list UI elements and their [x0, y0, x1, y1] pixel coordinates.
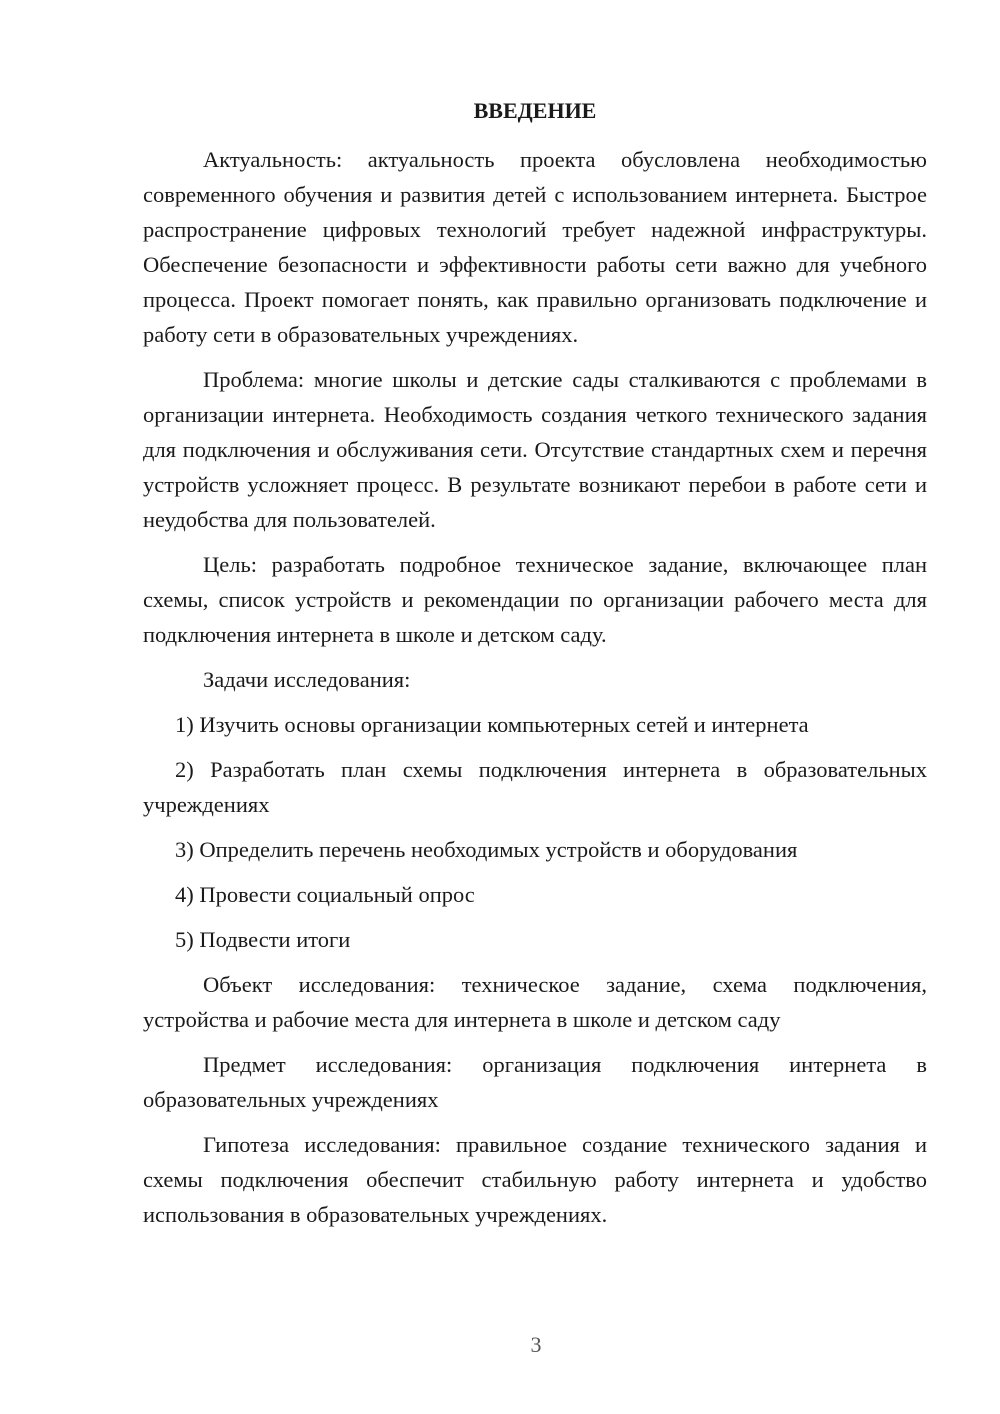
page-content [143, 96, 927, 1242]
hypothesis-paragraph: Гипотеза исследования: правильное создание технического задания и схемы подключения обеспечит стабильную работу интернета и удобство использования в образовательных учреждениях. [143, 1132, 927, 1227]
relevance-paragraph: Актуальность: актуальность проекта обусловлена необходимостью современного обучения и развития детей с использованием интернета. Быстрое распространение цифровых технологий требует надежной инфраструктуры. Обеспечение безопасности и эффективности работы сети важно для учебного процесса. Проект помогает понять, как правильно организовать подключение и работу сети в образовательных учреждениях. [143, 147, 927, 347]
tasks-heading: Задачи исследования: [203, 667, 411, 692]
task-item-4: 4) Провести социальный опрос [175, 882, 475, 907]
problem-paragraph: Проблема: многие школы и детские сады сталкиваются с проблемами в организации интернета. Необходимость создания четкого технического задания для подключения и обслуживания сети. Отсутствие стандартных схем и перечня устройств усложняет процесс. В результате возникают перебои в работе сети и неудобства для пользователей. [143, 367, 927, 532]
task-item-3: 3) Определить перечень необходимых устройств и оборудования [175, 837, 798, 862]
page-number: 3 [530, 1332, 542, 1357]
research-subject-paragraph: Предмет исследования: организация подключения интернета в образовательных учреждениях [143, 1052, 927, 1112]
task-item-1: 1) Изучить основы организации компьютерных сетей и интернета [175, 712, 809, 737]
research-object-paragraph: Объект исследования: техническое задание, схема подключения, устройства и рабочие места для интернета в школе и детском саду [143, 972, 927, 1032]
page-title: ВВЕДЕНИЕ [473, 98, 597, 123]
task-item-5: 5) Подвести итоги [175, 927, 351, 952]
task-item-2: 2) Разработать план схемы подключения интернета в образовательных учреждениях [143, 757, 927, 817]
goal-paragraph: Цель: разработать подробное техническое задание, включающее план схемы, список устройств и рекомендации по организации рабочего места для подключения интернета в школе и детском саду. [143, 552, 927, 647]
